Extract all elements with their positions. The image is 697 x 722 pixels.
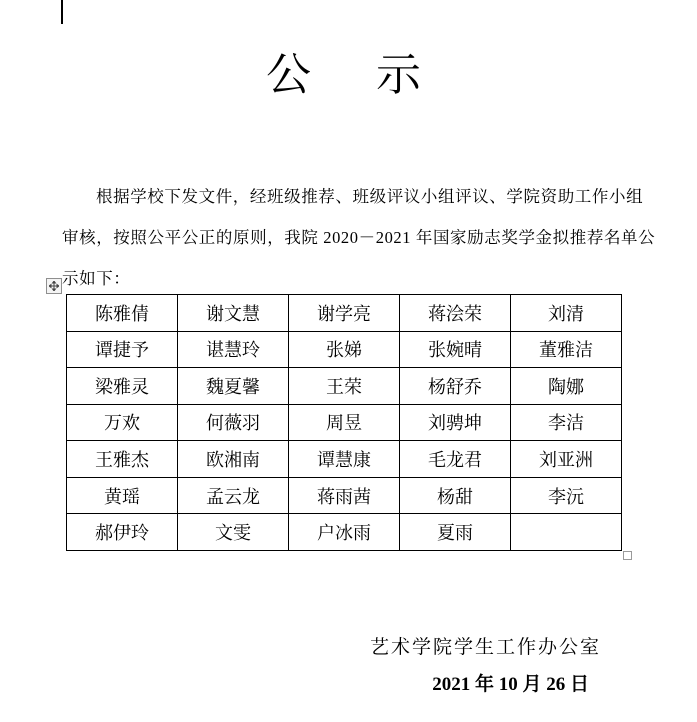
table-cell[interactable]: 何薇羽 [178, 404, 289, 441]
table-cell[interactable]: 刘清 [511, 295, 622, 332]
body-paragraph [62, 176, 656, 299]
table-cell[interactable]: 欧湘南 [178, 441, 289, 478]
table-cell[interactable]: 蒋浍荣 [400, 295, 511, 332]
table-cell[interactable]: 王荣 [289, 368, 400, 405]
text-cursor-caret [61, 0, 63, 24]
table-cell[interactable] [511, 514, 622, 551]
table-row [67, 441, 622, 478]
table-cell[interactable]: 陶娜 [511, 368, 622, 405]
table-cell[interactable]: 谭慧康 [289, 441, 400, 478]
table-cell[interactable]: 李洁 [511, 404, 622, 441]
table-cell[interactable]: 黄瑶 [67, 477, 178, 514]
table-move-handle[interactable] [46, 278, 62, 294]
paragraph-line-1[interactable]: 根据学校下发文件，经班级推荐、班级评议小组评议、学院资助工作小组 [96, 187, 644, 206]
table-cell[interactable]: 李沅 [511, 477, 622, 514]
table-cell[interactable]: 陈雅倩 [67, 295, 178, 332]
table-cell[interactable]: 杨舒乔 [400, 368, 511, 405]
table-cell[interactable]: 刘亚洲 [511, 441, 622, 478]
table-cell[interactable]: 蒋雨茜 [289, 477, 400, 514]
table-cell[interactable]: 魏夏馨 [178, 368, 289, 405]
table-cell[interactable]: 毛龙君 [400, 441, 511, 478]
table-cell[interactable]: 户冰雨 [289, 514, 400, 551]
table-cell[interactable]: 郝伊玲 [67, 514, 178, 551]
table-row [67, 404, 622, 441]
table-cell[interactable]: 张娣 [289, 331, 400, 368]
table-resize-handle[interactable] [623, 551, 632, 560]
table-cell[interactable]: 文雯 [178, 514, 289, 551]
document-title[interactable]: 公 示 [265, 50, 431, 100]
table-cell[interactable]: 梁雅灵 [67, 368, 178, 405]
table-cell[interactable]: 杨甜 [400, 477, 511, 514]
table-body [67, 295, 622, 551]
table-row [67, 331, 622, 368]
table-row [67, 295, 622, 332]
table-cell[interactable]: 谢学亮 [289, 295, 400, 332]
paragraph-line-3[interactable]: 示如下： [62, 269, 131, 288]
table-row [67, 477, 622, 514]
table-cell[interactable]: 谌慧玲 [178, 331, 289, 368]
signature-date[interactable]: 2021 年 10 月 26 日 [432, 674, 589, 695]
table-cell[interactable]: 董雅洁 [511, 331, 622, 368]
table-cell[interactable]: 孟云龙 [178, 477, 289, 514]
table-row [67, 368, 622, 405]
table-row [67, 514, 622, 551]
table-cell[interactable]: 万欢 [67, 404, 178, 441]
table-cell[interactable]: 周昱 [289, 404, 400, 441]
table-cell[interactable]: 谭捷予 [67, 331, 178, 368]
table-cell[interactable]: 夏雨 [400, 514, 511, 551]
recommended-names-table [66, 294, 622, 551]
signature-organization[interactable]: 艺术学院学生工作办公室 [369, 637, 601, 658]
paragraph-line-2[interactable]: 审核，按照公平公正的原则，我院 2020－2021 年国家励志奖学金拟推荐名单公 [62, 228, 656, 247]
table-cell[interactable]: 王雅杰 [67, 441, 178, 478]
table-cell[interactable]: 张婉晴 [400, 331, 511, 368]
table-cell[interactable]: 刘骋坤 [400, 404, 511, 441]
table-cell[interactable]: 谢文慧 [178, 295, 289, 332]
move-arrows-icon [49, 281, 59, 291]
